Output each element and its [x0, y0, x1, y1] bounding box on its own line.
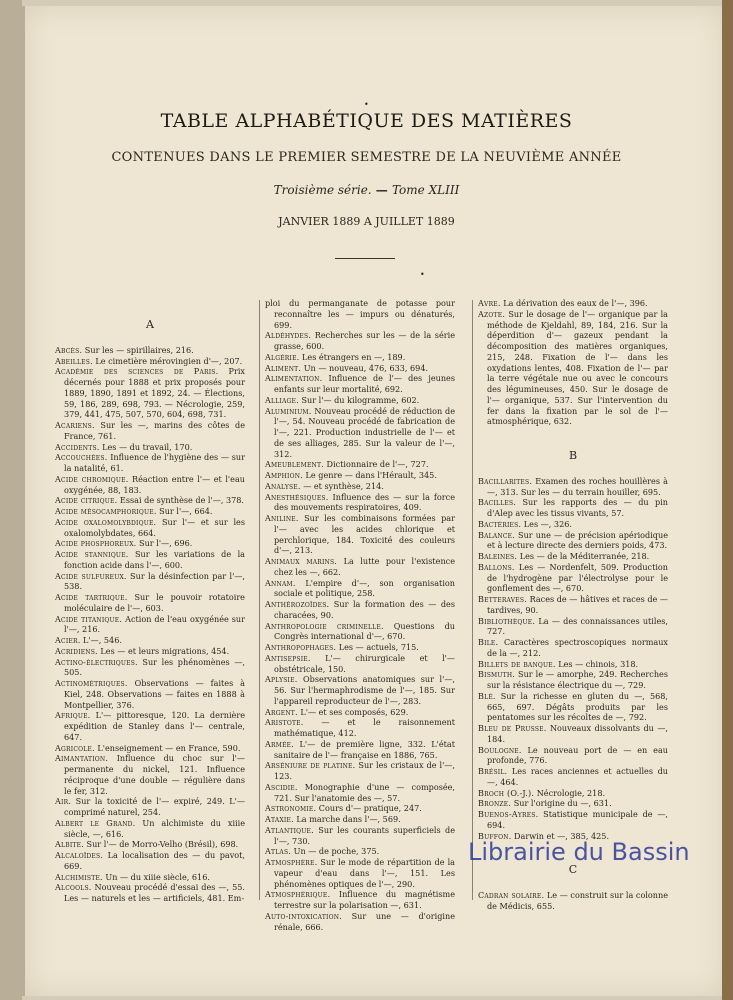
- index-entry: [55, 882, 245, 904]
- entry-heading: Aliment.: [265, 362, 302, 373]
- entry-text: Sur le mode de répartition de la vapeur d'eau dans l'—, 151. Les phénomènes optiques de l'—, 290.: [274, 857, 455, 889]
- entry-heading: Acide phosphoreux.: [55, 538, 137, 549]
- entry-heading: Azote.: [478, 308, 506, 319]
- index-entry: [55, 506, 245, 517]
- index-entry: [478, 594, 668, 616]
- index-column-3: [478, 298, 668, 912]
- entry-text: Recherches sur les — de la série grasse, 600.: [274, 330, 455, 351]
- entry-heading: Bleu de Prusse.: [478, 723, 547, 733]
- index-entry: [478, 798, 668, 809]
- entry-heading: Buenos-Ayres.: [478, 809, 539, 819]
- index-entry: [55, 614, 245, 636]
- index-entry: [478, 497, 668, 519]
- entry-heading: Bacillarites.: [478, 475, 533, 486]
- entry-text: Les — du travail, 170.: [99, 441, 193, 452]
- index-entry: [265, 889, 455, 911]
- entry-text: Les — de la Méditerranée, 218.: [517, 551, 650, 561]
- entry-text: Les — Nordenfelt, 509. Production de l'hydrogène par l'électrolyse pour le gonflement des —, 670.: [487, 561, 668, 594]
- entry-heading: Ascidie.: [265, 781, 298, 792]
- index-entry: [478, 551, 668, 562]
- entry-text: La — des connaissances utiles, 727.: [487, 615, 668, 637]
- entry-text: Un — nouveau, 476, 633, 694.: [301, 362, 429, 373]
- entry-text: Sur la désinfection par l'—, 538.: [64, 570, 245, 592]
- entry-heading: Bronze.: [478, 798, 512, 809]
- index-entry: [478, 766, 668, 788]
- entry-text: Sur la formation des — des characées, 90.: [274, 599, 455, 620]
- entry-text: Sur les phénomènes —, 505.: [64, 656, 245, 678]
- index-entry: [55, 517, 245, 539]
- index-entry: [265, 373, 455, 395]
- entry-text: L'— pittoresque, 120. La dernière expédition de Stanley dans l'— centrale, 647.: [64, 710, 245, 742]
- index-entry: [55, 743, 245, 754]
- index-entry: [265, 857, 455, 889]
- index-entry: [265, 352, 455, 363]
- index-entry: [478, 637, 668, 659]
- entry-text: Sur les — spirillaires, 216.: [82, 344, 194, 355]
- index-entry: [265, 846, 455, 857]
- entry-text: Sur l'—, 696.: [136, 538, 193, 549]
- entry-heading: Anthropologie criminelle.: [265, 620, 384, 631]
- index-entry: [265, 911, 455, 933]
- index-column-2: [265, 298, 455, 932]
- entry-text: Observations anatomiques sur l'—, 56. Sur l'hermaphrodisme de l'—, 185. Sur l'appareil reproducteur de l'—, 283.: [274, 674, 455, 706]
- ornament-dot: •: [420, 270, 425, 279]
- entry-text: Action de l'eau oxygénée sur l'—, 216.: [64, 613, 245, 635]
- index-entry: [478, 659, 668, 670]
- entry-heading: Anesthésiques.: [265, 491, 329, 502]
- entry-text: L'enseignement — en France, 590.: [94, 742, 241, 753]
- entry-heading: Ballons.: [478, 561, 515, 572]
- entry-heading: Agricole.: [55, 742, 95, 753]
- index-entry: [55, 635, 245, 646]
- entry-text: Races de — hâtives et races de — tardives, 90.: [487, 594, 668, 615]
- index-entry: [265, 492, 455, 514]
- index-entry: [265, 760, 455, 782]
- index-entry: [265, 459, 455, 470]
- entry-text: Les — chinois, 318.: [555, 658, 639, 669]
- entry-text: Les —, 326.: [521, 518, 572, 529]
- entry-text: Sur les —, marins des côtes de France, 761.: [64, 420, 245, 441]
- entry-text: Examen des roches houillères à —, 313. Sur les — du terrain houiller, 695.: [487, 475, 668, 497]
- entry-text: Sur les combinaisons formées par l'— avec les acides chlorique et perchlorique, 184. Toxicité des couleurs d'—, 213.: [274, 513, 455, 556]
- entry-heading: Air.: [55, 796, 72, 807]
- index-entry: [478, 562, 668, 594]
- index-entry: [55, 850, 245, 872]
- entry-heading: Acridiens.: [55, 645, 98, 656]
- entry-heading: Blé.: [478, 690, 496, 701]
- index-entry: [55, 452, 245, 474]
- entry-text: Nécrologie, 218.: [534, 787, 606, 798]
- index-entry: [55, 753, 245, 796]
- entry-text: Nouveaux dissolvants du —, 184.: [487, 723, 668, 744]
- entry-text: Nouveau procédé de réduction de l'—, 54. Nouveau procédé de fabrication de l'—, 221. Production industrielle de l'— et de ses alliages, 285. Sur la valeur de l'—, 312.: [274, 405, 455, 459]
- entry-heading: Bacilles.: [478, 497, 517, 508]
- entry-heading: Astronomie.: [265, 803, 317, 814]
- index-entry: [265, 782, 455, 804]
- index-entry: [265, 406, 455, 460]
- entry-text: — et synthèse, 214.: [300, 480, 384, 491]
- entry-text: — et le raisonnement mathématique, 412.: [274, 717, 455, 738]
- entry-heading: Aristote.: [265, 717, 304, 728]
- entry-text: Un — de poche, 375.: [291, 846, 380, 857]
- index-entry: [265, 395, 455, 406]
- entry-heading: Ameublement.: [265, 459, 324, 470]
- index-entry: [55, 678, 245, 710]
- entry-heading: Baleines.: [478, 551, 518, 561]
- index-entry: [265, 739, 455, 761]
- entry-text: Sur le pouvoir rotatoire moléculaire de l'—, 603.: [64, 592, 245, 613]
- entry-heading: Aplysie.: [265, 674, 298, 685]
- entry-heading: Acide oxalomolybdique.: [55, 516, 157, 527]
- index-entry: [265, 642, 455, 653]
- entry-heading: Balance.: [478, 529, 515, 540]
- entry-heading: Académie des sciences de Paris.: [55, 366, 219, 377]
- index-entry: [265, 578, 455, 600]
- entry-text: Darwin et —, 385, 425.: [511, 830, 610, 841]
- entry-text: Sur le dosage de l'— organique par la méthode de Kjeldahl, 89, 184, 216. Sur la déperdition d'— gazeux pendant la décomposition des matières organiques, 215, 248. Fixation de l'— dans les oxydations lentes, 408. Fixation de l'— par la terre végétale nue ou avec le concours des légumineuses, 450. Sur le dosage de l'— organique, 537. Sur l'intervention du fer dans la fixation par le sol de l'— atmosphérique, 632.: [487, 308, 668, 427]
- index-column-1: [55, 298, 245, 904]
- index-entry: [55, 495, 245, 506]
- index-entry: [55, 538, 245, 549]
- entry-heading: Acide citrique.: [55, 495, 118, 506]
- entry-heading: Acide stannique.: [55, 549, 129, 559]
- entry-text: Un alchimiste du xiiie siècle, —, 616.: [64, 817, 245, 839]
- entry-text: Essai de synthèse de l'—, 378.: [117, 495, 245, 506]
- entry-text: L'— et ses composés, 629.: [297, 706, 409, 717]
- entry-text: Les — et leurs migrations, 454.: [97, 645, 230, 656]
- index-entry: [265, 825, 455, 847]
- entry-heading: Atmosphérique.: [265, 889, 331, 900]
- entry-text: Dictionnaire de l'—, 727.: [323, 459, 429, 470]
- index-entry: [265, 653, 455, 675]
- index-entry: [55, 592, 245, 614]
- index-entry: [265, 707, 455, 718]
- entry-heading: Bibliothèque.: [478, 615, 536, 626]
- entry-heading: Alcools.: [55, 882, 92, 893]
- entry-heading: Antisepsie.: [265, 652, 311, 663]
- entry-text: Sur la toxicité de l'— expiré, 249. L'— comprimé naturel, 254.: [64, 796, 245, 817]
- index-entry: [265, 330, 455, 352]
- index-entry: [55, 549, 245, 571]
- entry-heading: Armée.: [265, 738, 295, 749]
- entry-text: Les — actuels, 715.: [336, 642, 419, 652]
- index-entry: [265, 803, 455, 814]
- index-entry: [55, 839, 245, 850]
- entry-heading: Atlas.: [265, 846, 292, 857]
- entry-heading: Aniline.: [265, 513, 299, 523]
- entry-heading: Algérie.: [265, 351, 300, 362]
- page-subtitle: CONTENUES DANS LE PREMIER SEMESTRE DE LA NEUVIÈME ANNÉE: [111, 150, 622, 165]
- entry-heading: Acide mésocamphorique.: [55, 506, 157, 516]
- entry-heading: Atlantique.: [265, 824, 314, 835]
- index-entry: [265, 621, 455, 643]
- entry-heading: Acide sulfureux.: [55, 570, 127, 581]
- entry-heading: Aldéhydes.: [265, 330, 312, 341]
- entry-text: Questions du Congrès international d'—, 670.: [274, 620, 455, 642]
- entry-heading: Alcaloïdes.: [55, 850, 104, 860]
- index-entry: [478, 788, 668, 799]
- entry-text: La localisation des — du pavot, 669.: [64, 850, 245, 871]
- entry-text: Les étrangers en —, 189.: [299, 351, 406, 362]
- entry-text: Sur les courants superficiels de l'—, 730.: [274, 824, 455, 846]
- index-entry: [478, 616, 668, 638]
- entry-text: Influence du magnétisme terrestre sur la polarisation —, 631.: [274, 889, 455, 910]
- entry-heading: Animaux marins.: [265, 556, 338, 566]
- index-entry: [478, 298, 668, 309]
- entry-text: Caractères spectroscopiques normaux de la —, 212.: [487, 637, 668, 658]
- entry-heading: Arséniure de platine.: [265, 760, 356, 771]
- index-entry: [55, 818, 245, 840]
- entry-text: Influence du choc sur l'— permanente du nickel, 121. Influence réciproque d'une double — régulière dans le fer, 312.: [64, 753, 245, 796]
- index-entry: [478, 476, 668, 498]
- entry-text: L'— de première ligne, 332. L'état sanitaire de l'— française en 1886, 765.: [274, 738, 455, 760]
- entry-text: Prix décernés pour 1888 et prix proposés pour 1889, 1890, 1891 et 1892, 24. — Élections, 59, 186, 289, 698, 793. — Nécrologie, 259, 379, 441, 475, 507, 570, 604, 698, 731.: [64, 366, 245, 420]
- entry-heading: Abeilles.: [55, 355, 93, 366]
- entry-text: L'—, 546.: [80, 635, 122, 645]
- entry-text: Sur une — de précision apériodique et à lecture directe des derniers poids, 473.: [487, 529, 668, 551]
- series-dash: —: [371, 183, 392, 197]
- entry-text: Le — construit sur la colonne de Médicis, 655.: [487, 890, 669, 911]
- entry-text: Sur l'origine du —, 631.: [511, 798, 612, 809]
- index-entry: [55, 366, 245, 420]
- entry-text: Sur le — amorphe, 249. Recherches sur la résistance électrique du —, 729.: [487, 669, 668, 690]
- entry-text: Sur la richesse en gluten du —, 568, 665, 697. Dégâts produits par les pentatomes sur les récoltes de —, 792.: [487, 690, 668, 723]
- entry-heading: Actinométriques.: [55, 678, 128, 688]
- entry-heading: Betteraves.: [478, 594, 527, 604]
- index-entry: [55, 710, 245, 742]
- entry-text: Un — du xiiie siècle, 616.: [102, 871, 210, 882]
- entry-heading: Accouchées.: [55, 452, 108, 463]
- index-entry: [478, 890, 668, 912]
- entry-text: Sur l'— de Morro-Velho (Brésil), 698.: [83, 839, 239, 850]
- entry-heading: Annam.: [265, 577, 296, 588]
- entry-text: L'empire d'—, son organisation sociale et politique, 258.: [274, 577, 455, 599]
- entry-text: Le genre — dans l'Hérault, 345.: [302, 470, 437, 480]
- column-divider: [472, 300, 473, 900]
- index-entry: [265, 513, 455, 556]
- index-entry: [478, 530, 668, 552]
- index-entry: [55, 657, 245, 679]
- entry-text: Sur les rapports des — du pin d'Alep avec les tissus vivants, 57.: [487, 497, 668, 518]
- index-entry: [55, 796, 245, 818]
- index-entry: [265, 674, 455, 706]
- entry-text: Sur l'— du kilogramme, 602.: [298, 394, 420, 405]
- entry-heading: Boulogne.: [478, 744, 522, 755]
- entry-heading: Bismuth.: [478, 669, 516, 680]
- index-entry: [478, 519, 668, 530]
- entry-heading: Acariens.: [55, 420, 95, 430]
- entry-heading: Alimentation.: [265, 373, 323, 384]
- entry-heading: Anthérozoïdes.: [265, 599, 330, 609]
- entry-heading: Accidents.: [55, 441, 100, 452]
- entry-heading: Ataxie.: [265, 814, 294, 824]
- entry-heading: Albert le Grand.: [55, 817, 136, 828]
- entry-heading: Actino-électriques.: [55, 656, 138, 667]
- index-entry: [265, 481, 455, 492]
- ornament-dot: •: [364, 100, 369, 109]
- entry-text: Sur l'—, 664.: [156, 506, 213, 516]
- entry-heading: Cadran solaire.: [478, 890, 545, 900]
- index-entry: [265, 814, 455, 825]
- entry-heading: Analyse.: [265, 480, 301, 491]
- date-range: JANVIER 1889 A JUILLET 1889: [278, 215, 455, 228]
- entry-text: Influence de l'hygiène des — sur la natalité, 61.: [64, 452, 245, 473]
- entry-heading: Brésil.: [478, 766, 508, 776]
- entry-heading: Atmosphère.: [265, 857, 318, 867]
- entry-heading: Afrique.: [55, 710, 91, 721]
- entry-heading: Acide chromique.: [55, 473, 129, 484]
- entry-heading: Bactéries.: [478, 518, 522, 529]
- entry-heading: Acide titanique.: [55, 613, 123, 624]
- entry-text: Influence de l'— des jeunes enfants sur leur mortalité, 692.: [274, 373, 455, 394]
- index-entry: [265, 363, 455, 374]
- column-divider: [259, 300, 260, 900]
- entry-text: Statistique municipale de —, 694.: [487, 809, 668, 830]
- entry-heading: Alchimiste.: [55, 871, 103, 882]
- index-entry: [265, 556, 455, 578]
- entry-heading: Avre.: [478, 298, 501, 308]
- page-title: TABLE ALPHABÉTIQUE DES MATIÈRES: [160, 110, 573, 132]
- index-entry: [265, 298, 455, 330]
- entry-text: ploi du permanganate de potasse pour reconnaître les — impurs ou dénaturés, 699.: [265, 298, 455, 330]
- entry-text: La dérivation des eaux de l'—, 396.: [500, 298, 648, 308]
- entry-text: Monographie d'une — composée, 721. Sur l'anatomie des —, 57.: [274, 781, 455, 803]
- entry-text: La lutte pour l'existence chez les —, 662.: [274, 556, 456, 577]
- index-entry: [55, 646, 245, 657]
- entry-heading: Alliage.: [265, 394, 299, 405]
- section-letter: A: [146, 318, 154, 331]
- series-tome: Tome XLIII: [391, 183, 460, 197]
- entry-text: Le nouveau port de — en eau profonde, 776.: [487, 744, 668, 766]
- entry-heading: Argent.: [265, 706, 298, 717]
- section-letter: C: [568, 863, 578, 877]
- series-line: [0, 183, 733, 197]
- entry-heading: Anthropophages.: [265, 642, 337, 652]
- entry-text: Sur les cristaux de l'—, 123.: [274, 760, 455, 781]
- entry-heading: Bile.: [478, 637, 499, 647]
- entry-text: Sur l'— et sur les oxalomolybdates, 664.: [64, 516, 245, 538]
- entry-text: Observations — faites à Kiel, 248. Observations — faites en 1888 à Montpellier, 376.: [64, 678, 245, 710]
- index-entry: [55, 356, 245, 367]
- entry-text: Les races anciennes et actuelles du —, 464.: [487, 766, 668, 787]
- entry-heading: Abcès.: [55, 344, 83, 355]
- index-entry: [478, 723, 668, 745]
- entry-heading: Amphion.: [265, 470, 303, 480]
- index-entry: [55, 474, 245, 496]
- index-entry: [478, 309, 668, 427]
- index-entry: [478, 745, 668, 767]
- entry-text: Réaction entre l'— et l'eau oxygénée, 88, 183.: [64, 473, 245, 495]
- entry-heading: Billets de banque.: [478, 658, 556, 669]
- divider-rule: [335, 258, 395, 259]
- index-entry: [265, 717, 455, 739]
- watermark: Librairie du Bassin: [468, 838, 690, 866]
- index-entry: [55, 571, 245, 593]
- entry-heading: Aluminium.: [265, 405, 312, 416]
- entry-heading: Acide tartrique.: [55, 592, 128, 602]
- index-entry: [478, 809, 668, 831]
- index-entry: [265, 599, 455, 621]
- entry-text: Sur les variations de la fonction acide dans l'—, 600.: [64, 549, 245, 570]
- entry-heading: Acier.: [55, 635, 81, 645]
- entry-heading: Albite.: [55, 839, 84, 850]
- index-entry: [55, 420, 245, 442]
- index-entry: [478, 669, 668, 691]
- index-entry: [55, 442, 245, 453]
- index-entry: [55, 345, 245, 356]
- entry-text: Le cimetière mérovingien d'—, 207.: [92, 355, 243, 366]
- entry-heading: Broch (O.-J.).: [478, 787, 535, 798]
- index-entry: [265, 470, 455, 481]
- entry-text: L'— chirurgicale et l'— obstétricale, 150.: [274, 652, 455, 674]
- entry-text: Sur une — d'origine rénale, 666.: [274, 910, 455, 932]
- series-label: Troisième série.: [273, 183, 372, 197]
- entry-heading: Buffon.: [478, 830, 512, 841]
- index-entry: [55, 872, 245, 883]
- entry-text: La marche dans l'—, 569.: [293, 814, 401, 824]
- entry-heading: Aimantation.: [55, 753, 109, 764]
- entry-heading: Auto-intoxication.: [265, 910, 342, 921]
- entry-text: Cours d'— pratique, 247.: [316, 803, 422, 814]
- section-letter: B: [568, 449, 578, 462]
- entry-text: Influence des — sur la force des mouvements respiratoires, 409.: [274, 491, 455, 513]
- entry-text: Nouveau procédé d'essai des —, 55. Les — naturels et les — artificiels, 481. Em-: [64, 882, 245, 903]
- index-entry: [478, 691, 668, 723]
